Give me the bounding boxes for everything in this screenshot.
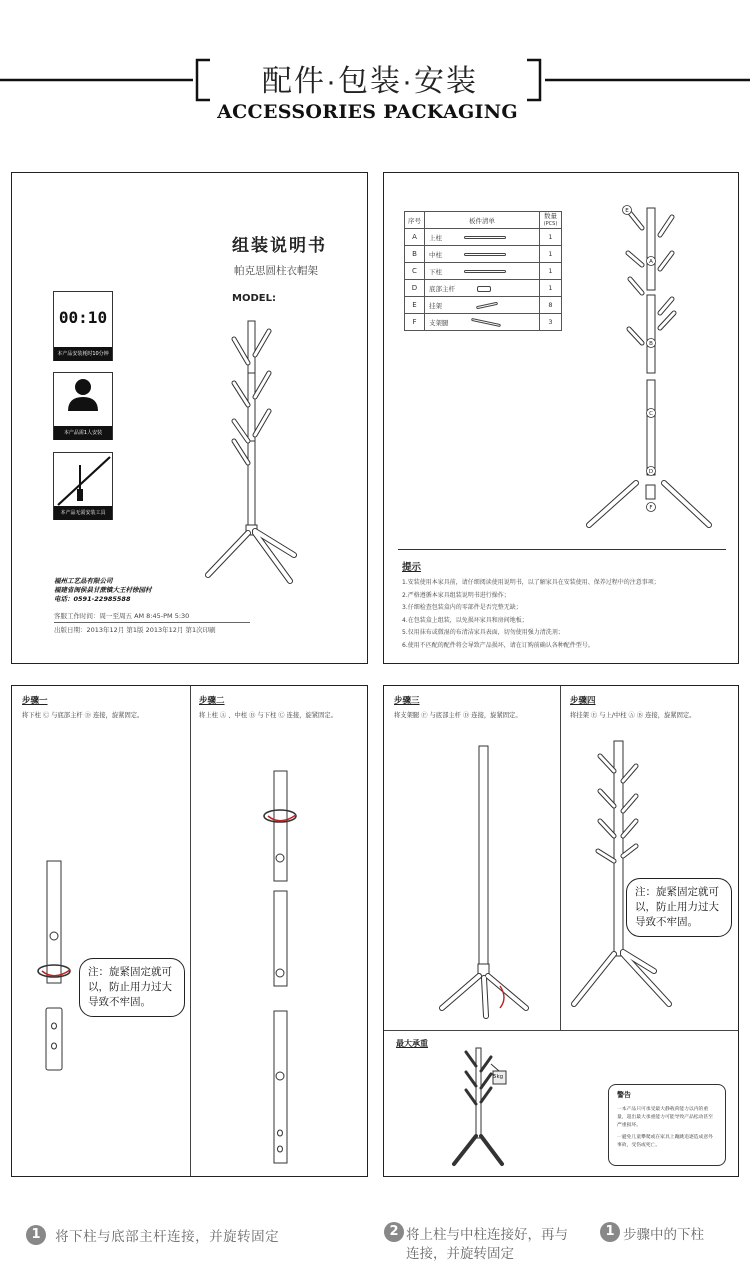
col-name: 板件清单 — [425, 212, 540, 229]
part-name: 中柱 — [429, 250, 442, 259]
tip-item: 2.严格遵循本家具组装说明书进行操作； — [402, 591, 510, 599]
c-label-circle — [50, 932, 58, 940]
step-3-title: 步骤三 — [394, 696, 420, 706]
max-load-weight: 5kg — [493, 1074, 504, 1080]
diagram-label-d: D — [648, 469, 654, 475]
tip-item: 4.在包装盒上组装，以免损坏家具和房间地板； — [402, 616, 528, 624]
part-qty: 1 — [540, 229, 562, 246]
bottom-step-1 — [26, 1224, 279, 1246]
part-qty: 1 — [540, 246, 562, 263]
bottom-step-3-badge: 1 — [600, 1222, 620, 1242]
parts-panel — [383, 172, 739, 664]
service-hours: 客服工作时间：周一至周五 AM 8:45-PM 5:30 — [54, 612, 190, 620]
exploded-parts-diagram — [384, 173, 739, 543]
manual-divider — [54, 622, 250, 623]
step-4-desc: 将挂架 Ⓔ 与上/中柱 Ⓐ Ⓑ 连接，旋紧固定。 — [570, 712, 696, 719]
tips-title: 提示 — [402, 562, 422, 573]
timer-caption-text: 本产品安装耗时10分钟 — [57, 351, 109, 357]
header-title-en: ACCESSORIES PACKAGING — [217, 101, 518, 123]
bottom-step-1-text: 将下柱与底部主杆连接，并旋转固定 — [55, 1228, 280, 1245]
part-name: 底部主杆 — [429, 284, 455, 293]
tip-item: 1.安装使用本家具前，请仔细阅读使用说明书，以了解家具在安装使用、保养过程中的注意事项； — [402, 579, 660, 586]
steps-3-4-panel — [383, 685, 739, 1177]
warning-box — [608, 1084, 726, 1166]
bottom-step-2-text: 将上柱与中柱连接好，再与 — [406, 1227, 568, 1243]
step-2-desc: 将上柱 Ⓐ 、中柱 Ⓑ 与下柱 Ⓒ 连接，旋紧固定。 — [199, 712, 337, 719]
warning-title: 警告 — [617, 1091, 631, 1099]
part-qty: 8 — [540, 297, 562, 314]
max-load-title: 最大承重 — [396, 1039, 428, 1048]
part-name: 支架腿 — [429, 318, 449, 327]
tip-item: 3.仔细检查包装盒内的零部件是否完整无缺； — [402, 604, 522, 611]
col-id: 序号 — [405, 212, 425, 229]
col-qty-label: 数量 — [544, 211, 557, 220]
col-qty-unit: (PCS) — [543, 220, 558, 227]
header — [0, 50, 750, 130]
tip-item: 6.使用不匹配的配件将会导致产品损坏，请在订购前确认各种配件型号。 — [402, 641, 594, 649]
header-title-cn: 配件·包装·安装 — [262, 65, 478, 98]
part-qty: 1 — [540, 263, 562, 280]
company-phone: 电话：0591-22985588 — [54, 595, 131, 603]
part-qty: 1 — [540, 280, 562, 297]
person-caption-text: 本产品需1人安装 — [63, 430, 103, 436]
diagram-label-c: C — [649, 411, 653, 417]
bottom-step-2 — [384, 1222, 744, 1262]
step-1-2-drawing — [12, 686, 368, 1177]
manual-title: 组装说明书 — [232, 236, 327, 256]
bottom-step-3-text: 步骤中的下柱 — [623, 1227, 704, 1243]
manual-model-label: MODEL: — [232, 293, 276, 304]
timer-display: 00:10 — [58, 308, 108, 327]
bottom-step-2-badge: 2 — [384, 1222, 404, 1242]
manual-cover-panel — [11, 172, 368, 664]
warning-line1: 一本产品只可承受最大静载荷能力以内的重量，超出最大承重能力可能导致产品松动甚至严重损坏。 — [617, 1107, 713, 1128]
part-name: 挂架 — [429, 301, 442, 310]
diagram-label-a: A — [649, 259, 653, 265]
callout-note-step4: 注：旋紧固定就可以，防止用力过大导致不牢固。 — [626, 878, 732, 937]
part-id: E — [405, 297, 425, 314]
bottom-step-2-text-b: 连接，并旋转固定 — [406, 1246, 514, 1262]
step-1-desc: 将下柱 Ⓒ 与底部主杆 Ⓓ 连接，旋紧固定。 — [22, 712, 144, 719]
diagram-label-f: F — [649, 505, 653, 511]
step-3-desc: 将支架腿 Ⓕ 与底部主杆 Ⓓ 连接，旋紧固定。 — [394, 712, 522, 719]
bottom-step-1-badge: 1 — [26, 1225, 46, 1245]
company-name: 福州工艺品有限公司 — [54, 577, 113, 585]
step-1-title: 步骤一 — [22, 696, 48, 706]
publish-date: 出版日期：2013年12月 第1版 2013年12月 第1次印刷 — [54, 626, 216, 634]
tips-divider — [398, 549, 726, 550]
part-id: C — [405, 263, 425, 280]
part-id: F — [405, 314, 425, 331]
company-info — [54, 577, 152, 604]
part-id: A — [405, 229, 425, 246]
part-qty: 3 — [540, 314, 562, 331]
diagram-label-b: B — [649, 341, 653, 347]
tip-item: 5.仅用抹布或微湿的布清洁家具表面，切勿使用强力清洗剂； — [402, 629, 564, 636]
manual-product-name: 帕克思圆柱衣帽架 — [234, 265, 318, 277]
step-2-title: 步骤二 — [199, 696, 225, 706]
company-address: 福建省闽侯县甘蔗镇大王村徐园村 — [54, 586, 152, 594]
no-tool-caption-text: 本产品无需安装工具 — [60, 510, 106, 516]
step-4-title: 步骤四 — [570, 696, 596, 706]
diagram-label-e: E — [625, 208, 629, 214]
part-name: 下柱 — [429, 267, 442, 276]
warning-line2: 一避免儿童攀爬或在家具上蹦跳追逐造成意外事故，受伤或死亡。 — [617, 1135, 713, 1148]
part-id: D — [405, 280, 425, 297]
tips-list — [402, 577, 736, 652]
steps-1-2-panel — [11, 685, 368, 1177]
callout-note: 注：旋紧固定就可以，防止用力过大导致不牢固。 — [79, 958, 185, 1017]
part-name: 上柱 — [429, 233, 442, 242]
part-id: B — [405, 246, 425, 263]
